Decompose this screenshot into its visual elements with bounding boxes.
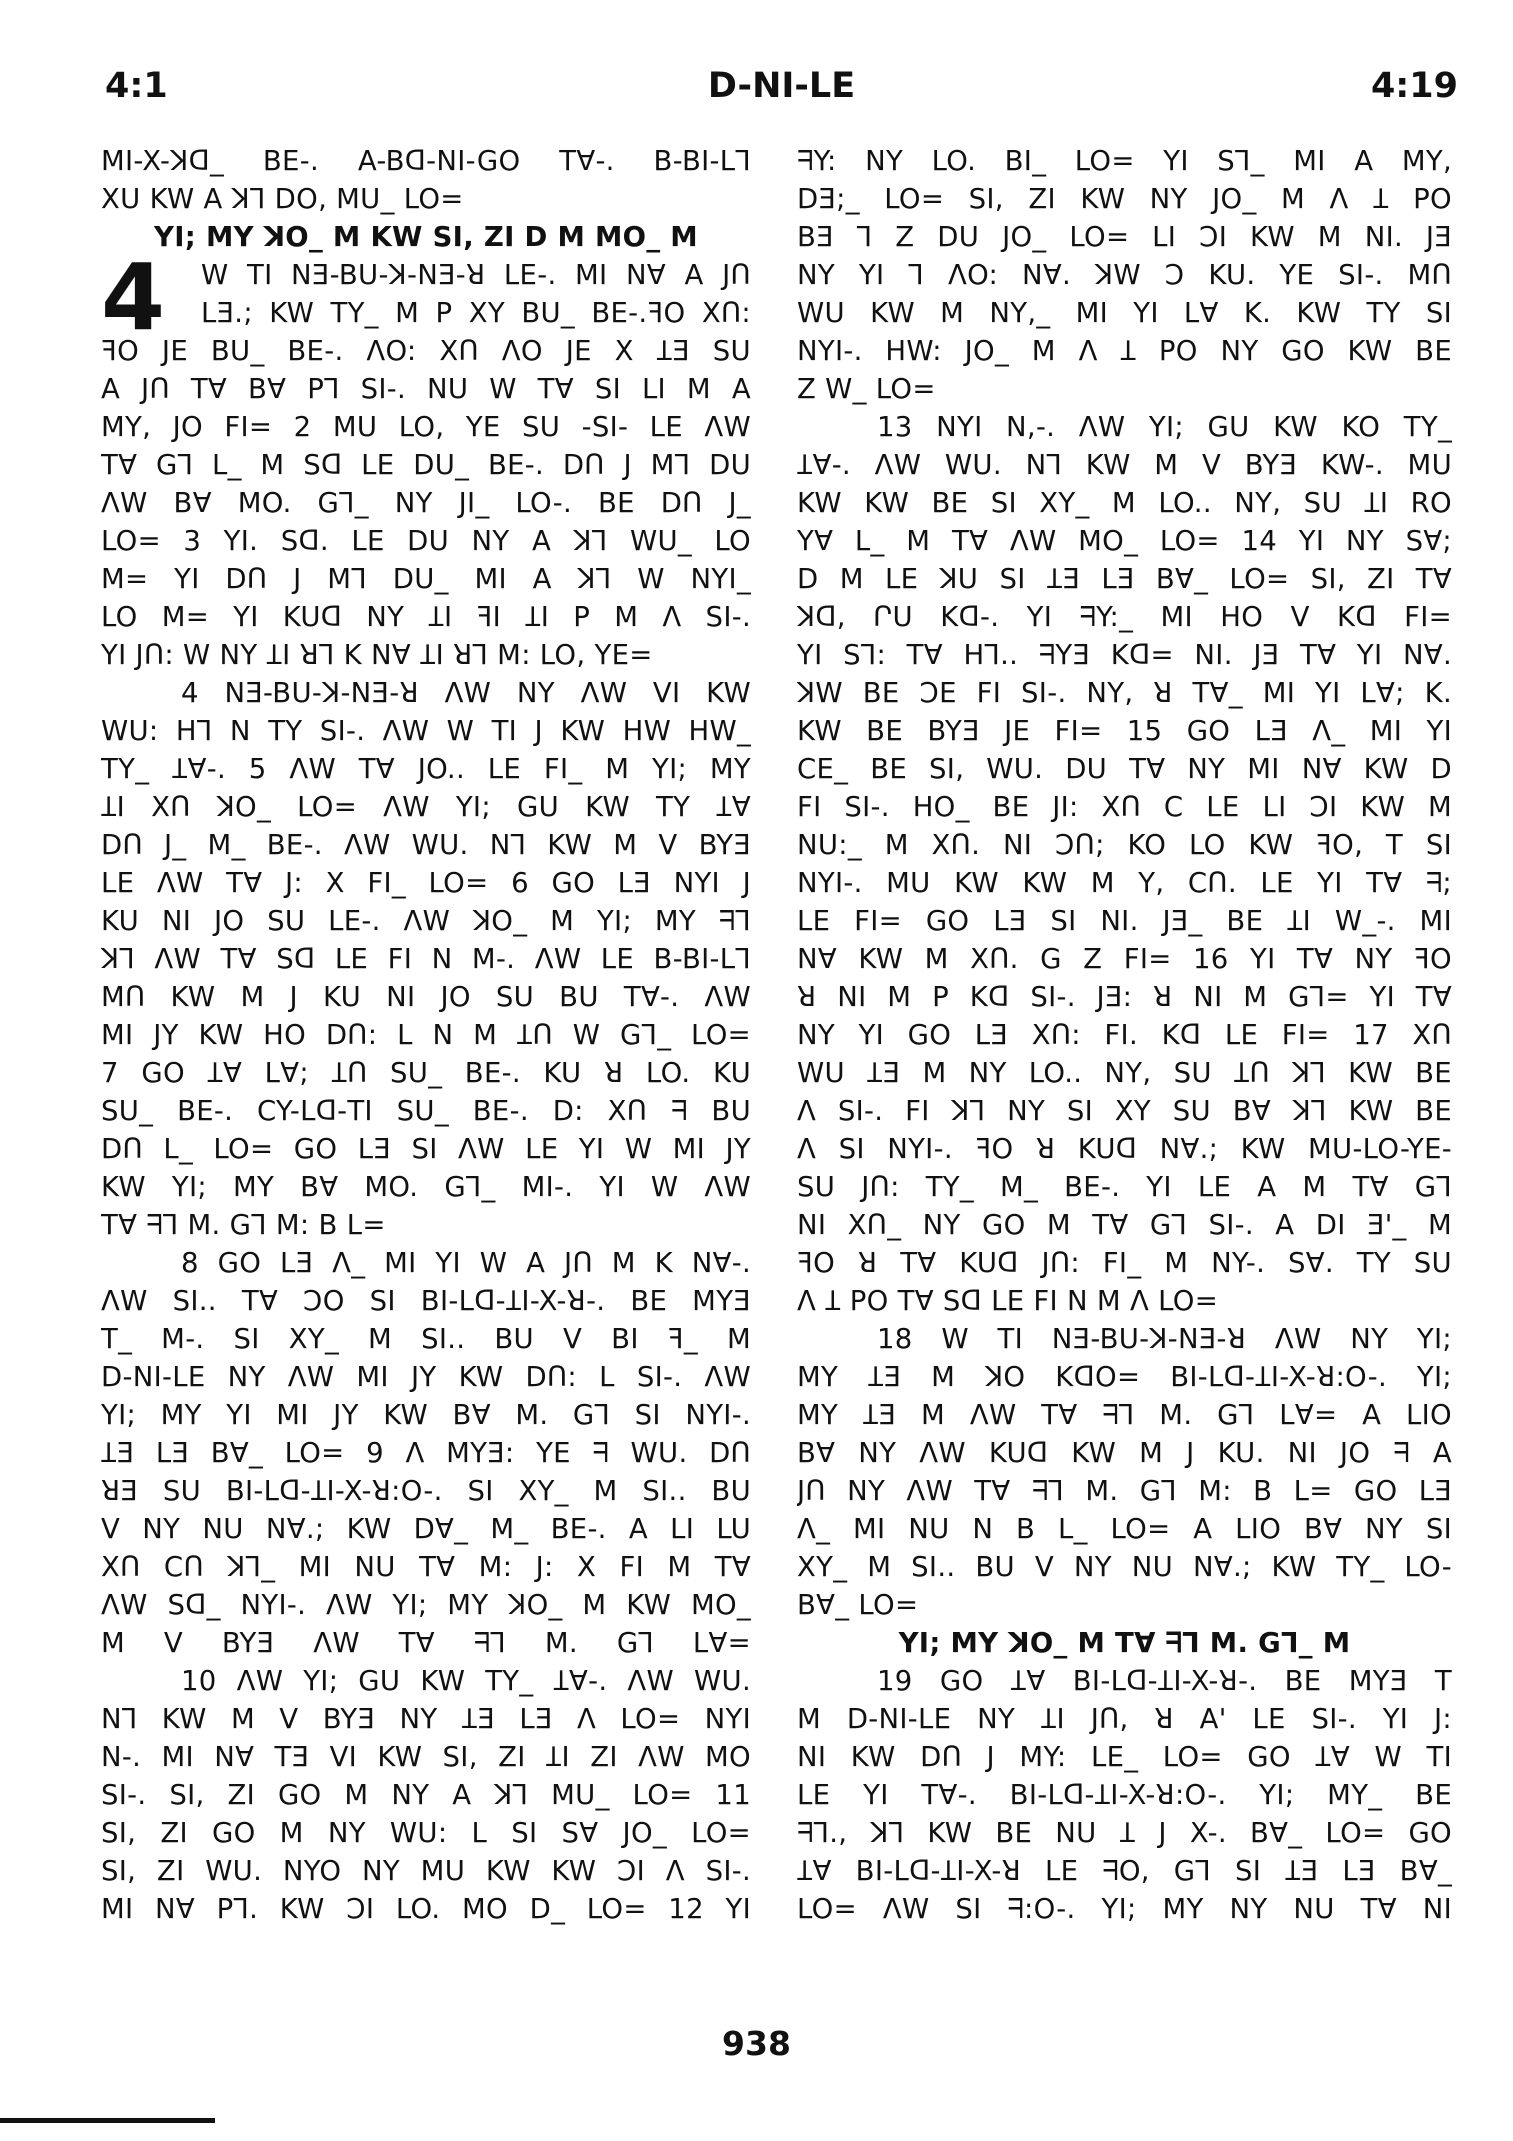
text-line: KW BE BYƎ JE FI= 15 GO LƎ Λ_ MI YI xyxy=(797,715,1452,747)
text-line: KW KW BE SI XY_ M LO.. NY, SU ꞱI RO xyxy=(797,487,1452,519)
text-line: KW YI; MY BⱯ MO. GꞀ_ MI-. YI W ΛW xyxy=(101,1171,751,1203)
text-line: 10 ΛW YI; GU KW TY_ ꞱⱯ-. ΛW WU. xyxy=(181,1665,751,1697)
text-line: BƎ Ꞁ Z DU JO_ LO= LI ƆI KW M NI. JƎ xyxy=(797,221,1452,253)
text-line: A JՈ TⱯ BⱯ PꞀ SI-. NU W TⱯ SI LI M A xyxy=(101,373,751,405)
text-line: FI SI-. HO_ BE JI: XՈ C LE LI ƆI KW M xyxy=(797,791,1452,823)
text-line: DՈ J_ M_ BE-. ΛW WU. NꞀ KW M V BYƎ xyxy=(101,829,751,861)
text-line: JՈ NY ΛW TⱯ ᖷꞀ M. GꞀ M: B L= GO LƎ xyxy=(797,1475,1452,1507)
text-line: ꓤƎ SU BI-Lᗡ-ꞱI-X-ꓤ:O-. SI XY_ M SI.. BU xyxy=(101,1475,751,1507)
text-line: YⱯ L_ M TⱯ ΛW MO_ LO= 14 YI NY SⱯ; xyxy=(797,525,1452,557)
text-line: NI KW DՈ J MY: LE_ LO= GO ꞱⱯ W TI xyxy=(797,1741,1452,1773)
text-line: NY YI Ꞁ ΛO: NⱯ. ꓘW Ɔ KU. YE SI-. MՈ xyxy=(797,259,1452,291)
text-line: DƎ;_ LO= SI, ZI KW NY JO_ M Λ Ʇ PO xyxy=(797,183,1452,215)
text-line: 13 NYI N,-. ΛW YI; GU KW KO TY_ xyxy=(877,411,1452,443)
text-line: TⱯ ᖷꞀ M. GꞀ M: B L= xyxy=(101,1209,386,1241)
text-line: WU: HꞀ N TY SI-. ΛW W TI J KW HW HW_ xyxy=(101,715,751,747)
text-line: KU NI JO SU LE-. ΛW ꓘO_ M YI; MY ᖷꞀ xyxy=(101,905,751,937)
text-line: ΛW BⱯ MO. GꞀ_ NY JI_ LO-. BE DՈ J_ xyxy=(101,487,751,519)
text-line: YI; MY ꓘO_ M KW SI, ZI D M MO_ M xyxy=(154,221,698,253)
text-line: LO= ΛW SI ᖷ:O-. YI; MY NY NU TⱯ NI xyxy=(797,1893,1452,1925)
text-line: LƎ.; KW TY_ M P XY BU_ BE-.ꟻO XՈ: xyxy=(201,297,751,329)
text-line: V NY NU NⱯ.; KW DⱯ_ M_ BE-. A LI LU xyxy=(101,1513,751,1545)
text-line: YI; MY YI MI JY KW BⱯ M. GꞀ SI NYI-. xyxy=(101,1399,751,1431)
left-column xyxy=(101,142,751,1928)
header-chapter-start: 4:1 xyxy=(105,66,168,106)
text-line: D-NI-LE NY ΛW MI JY KW DՈ: L SI-. ΛW xyxy=(101,1361,751,1393)
text-line: M= YI DՈ J MꞀ DU_ MI A ꓘꞀ W NYI_ xyxy=(101,563,751,595)
text-line: YI JՈ: W NY ꞱI ꓤꞀ K NⱯ ꞱI ꓤꞀ M: LO, YE= xyxy=(101,639,653,671)
page-number: 938 xyxy=(722,2024,791,2063)
text-line: 18 W TI NƎ-BU-ꓘ-NƎ-ꓤ ΛW NY YI; xyxy=(877,1323,1452,1355)
text-line: MI JY KW HO DՈ: L N M ꞱՈ W GꞀ_ LO= xyxy=(101,1019,751,1051)
text-line: YI; MY ꓘO_ M TⱯ ᖷꞀ M. GꞀ_ M xyxy=(898,1627,1351,1659)
text-line: M V BYƎ ΛW TⱯ ᖷꞀ M. GꞀ LⱯ= xyxy=(101,1627,751,1659)
chapter-drop-cap: 4 xyxy=(101,244,166,351)
text-line: ꓘꞀ ΛW TⱯ Sᗡ LE FI N M-. ΛW LE B-BI-LꞀ xyxy=(101,943,751,975)
text-line: NYI-. HW: JO_ M Λ Ʇ PO NY GO KW BE xyxy=(797,335,1452,367)
text-line: Λ SI-. FI ꓘꞀ NY SI XY SU BⱯ ꓘꞀ KW BE xyxy=(797,1095,1452,1127)
text-line: D M LE ꓘU SI ꞱƎ LƎ BⱯ_ LO= SI, ZI TⱯ xyxy=(797,563,1452,595)
text-line: Λ SI NYI-. ꟻO ꓤ KUᗡ NⱯ.; KW MU-LO-YE- xyxy=(797,1133,1452,1165)
text-line: LE FI= GO LƎ SI NI. JƎ_ BE ꞱI W_-. MI xyxy=(797,905,1452,937)
text-line: TY_ ꞱⱯ-. 5 ΛW TⱯ JO.. LE FI_ M YI; MY xyxy=(101,753,751,785)
text-line: SI, ZI WU. NYO NY MU KW KW ƆI Λ SI-. xyxy=(101,1855,751,1887)
text-line: M D-NI-LE NY ꞱI JՈ, ꓤ A' LE SI-. YI J: xyxy=(797,1703,1452,1735)
text-line: YI SꞀ: TⱯ HꞀ.. ᖷYƎ Kᗡ= NI. JƎ TⱯ YI NⱯ. xyxy=(797,639,1452,671)
text-line: MՈ KW M J KU NI JO SU BU TⱯ-. ΛW xyxy=(101,981,751,1013)
text-line: MY ꞱƎ M ꓘO KᗡO= BI-Lᗡ-ꞱI-X-ꓤ:O-. YI; xyxy=(797,1361,1452,1393)
text-line: ᖷY: NY LO. BI_ LO= YI SꞀ_ MI A MY, xyxy=(797,145,1452,177)
text-line: DՈ L_ LO= GO LƎ SI ΛW LE YI W MI JY xyxy=(101,1133,751,1165)
text-line: ꞱⱯ-. ΛW WU. NꞀ KW M V BYƎ KW-. MU xyxy=(797,449,1452,481)
text-line: ꟻO ꓤ TⱯ KUᗡ JՈ: FI_ M NY-. SⱯ. TY SU xyxy=(797,1247,1452,1279)
text-line: SI, ZI GO M NY WU: L SI SⱯ JO_ LO= xyxy=(101,1817,751,1849)
text-line: ꞱⱯ BI-Lᗡ-ꞱI-X-ꓤ LE ᖷO, GꞀ SI ꞱƎ LƎ BⱯ_ xyxy=(797,1855,1452,1887)
text-line: LO M= YI KUᗡ NY ꞱI ꟻI ꞱI P M Λ SI-. xyxy=(101,601,751,633)
text-line: Λ_ MI NU N B L_ LO= A LIO BⱯ NY SI xyxy=(797,1513,1452,1545)
text-line: NY YI GO LƎ XՈ: FI. Kᗡ LE FI= 17 XՈ xyxy=(797,1019,1452,1051)
text-line: SI-. SI, ZI GO M NY A ꓘꞀ MU_ LO= 11 xyxy=(101,1779,751,1811)
text-line: ꞱI XՈ ꓘO_ LO= ΛW YI; GU KW TY ꞱⱯ xyxy=(101,791,751,823)
text-line: 8 GO LƎ Λ_ MI YI W A JՈ M K NⱯ-. xyxy=(181,1247,751,1279)
text-line: CE_ BE SI, WU. DU TⱯ NY MI NⱯ KW D xyxy=(797,753,1452,785)
text-line: MY, JO FI= 2 MU LO, YE SU -SI- LE ΛW xyxy=(101,411,751,443)
text-line: WU ꞱƎ M NY LO.. NY, SU ꞱՈ ꓘꞀ KW BE xyxy=(797,1057,1452,1089)
text-line: 4 NƎ-BU-ꓘ-NƎ-ꓤ ΛW NY ΛW VI KW xyxy=(181,677,751,709)
text-line: ᖷꞀ., ꓘꞀ KW BE NU Ʇ J X-. BⱯ_ LO= GO xyxy=(797,1817,1452,1849)
text-line: Λ Ʇ PO TⱯ Sᗡ LE FI N M Λ LO= xyxy=(797,1285,1219,1317)
text-line: Z W_ LO= xyxy=(797,373,936,405)
text-line: WU KW M NY,_ MI YI LⱯ K. KW TY SI xyxy=(797,297,1452,329)
text-line: NYI-. MU KW KW M Y, CՈ. LE YI TⱯ ᖷ; xyxy=(797,867,1452,899)
text-line: W TI NƎ-BU-ꓘ-NƎ-ꓤ LE-. MI NⱯ A JՈ xyxy=(201,259,751,291)
text-line: LE YI TⱯ-. BI-Lᗡ-ꞱI-X-ꓤ:O-. YI; MY_ BE xyxy=(797,1779,1452,1811)
text-line: LO= 3 YI. Sᗡ. LE DU NY A ꓘꞀ WU_ LO xyxy=(101,525,751,557)
text-line: 19 GO ꞱⱯ BI-Lᗡ-ꞱI-X-ꓤ-. BE MYƎ T xyxy=(877,1665,1452,1697)
text-line: NꞀ KW M V BYƎ NY ꞱƎ LƎ Λ LO= NYI xyxy=(101,1703,751,1735)
text-line: XՈ CՈ ꓘꞀ_ MI NU TⱯ M: J: X FI M TⱯ xyxy=(101,1551,751,1583)
header-book-title: D-NI-LE xyxy=(707,66,856,106)
text-line: MI-X-ꓘᗡ_ BE-. A-Bᗡ-NI-GO TⱯ-. B-BI-LꞀ xyxy=(101,145,751,177)
text-line: MI NⱯ PꞀ. KW ƆI LO. MO D_ LO= 12 YI xyxy=(101,1893,751,1925)
text-line: TⱯ GꞀ L_ M Sᗡ LE DU_ BE-. DՈ J MꞀ DU xyxy=(101,449,751,481)
text-line: XU KW A ꓘꞀ DO, MU_ LO= xyxy=(101,183,464,215)
scan-edge-mark xyxy=(0,2118,215,2123)
text-line: LE ΛW TⱯ J: X FI_ LO= 6 GO LƎ NYI J xyxy=(101,867,751,899)
text-line: BⱯ_ LO= xyxy=(797,1589,919,1621)
text-line: ΛW SI.. TⱯ ƆO SI BI-Lᗡ-ꞱI-X-ꓤ-. BE MYƎ xyxy=(101,1285,751,1317)
text-line: ꟻO JE BU_ BE-. ΛO: XՈ ΛO JE X ꞱƎ SU xyxy=(101,335,751,367)
text-line: ΛW Sᗡ_ NYI-. ΛW YI; MY ꓘO_ M KW MO_ xyxy=(101,1589,751,1621)
text-line: XY_ M SI.. BU V NY NU NⱯ.; KW TY_ LO- xyxy=(797,1551,1452,1583)
text-line: SU_ BE-. CY-Lᗡ-TI SU_ BE-. D: XՈ ᖷ BU xyxy=(101,1095,751,1127)
text-line: T_ M-. SI XY_ M SI.. BU V BI ꟻ_ M xyxy=(101,1323,751,1355)
text-line: ꞱƎ LƎ BⱯ_ LO= 9 Λ MYƎ: YE ᖷ WU. DՈ xyxy=(101,1437,751,1469)
page-header xyxy=(105,66,1458,118)
text-line: 7 GO ꞱⱯ LⱯ; ꞱՈ SU_ BE-. KU ꓤ LO. KU xyxy=(101,1057,751,1089)
text-line: ꓘW BE ƆE FI SI-. NY, ꓤ TⱯ_ MI YI LⱯ; K. xyxy=(797,677,1452,709)
right-column xyxy=(797,142,1452,1928)
text-line: NⱯ KW M XՈ. G Z FI= 16 YI TⱯ NY ꟻO xyxy=(797,943,1452,975)
text-line: MY ꞱƎ M ΛW TⱯ ᖷꞀ M. GꞀ LⱯ= A LIO xyxy=(797,1399,1452,1431)
text-line: NI XՈ_ NY GO M TⱯ GꞀ SI-. A DI Ǝ'_ M xyxy=(797,1209,1452,1241)
text-line: ꓘᗡ, ՐU Kᗡ-. YI ᖷY:_ MI HO V Kᗡ FI= xyxy=(797,601,1452,633)
text-line: BⱯ NY ΛW KUᗡ KW M J KU. NI JO ᖷ A xyxy=(797,1437,1452,1469)
text-line: NU:_ M XՈ. NI ƆՈ; KO LO KW ꟻO, T SI xyxy=(797,829,1452,861)
header-chapter-end: 4:19 xyxy=(1370,66,1458,106)
text-line: SU JՈ: TY_ M_ BE-. YI LE A M TⱯ GꞀ xyxy=(797,1171,1452,1203)
text-line: ꓤ NI M P Kᗡ SI-. JƎ: ꓤ NI M GꞀ= YI TⱯ xyxy=(797,981,1452,1013)
text-line: N-. MI NⱯ TƎ VI KW SI, ZI ꞱI ZI ΛW MO xyxy=(101,1741,751,1773)
